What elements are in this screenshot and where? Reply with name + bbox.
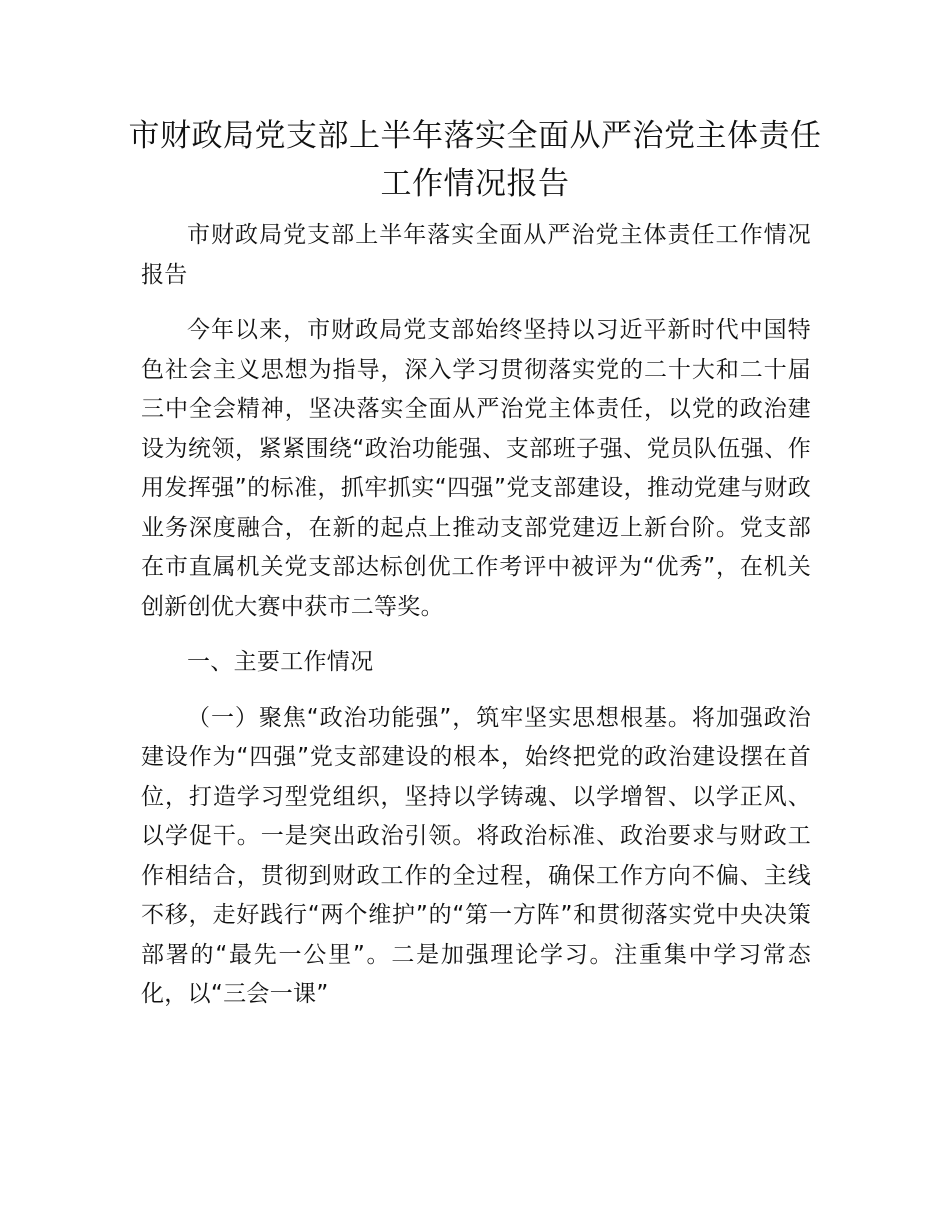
section-paragraph: （一）聚焦“政治功能强”，筑牢坚实思想根基。将加强政治建设作为“四强”党支部建设的根本，始终把党的政治建设摆在首位，打造学习型党组织，坚持以学铸魂、以学增智、以学正风、以学促干。一是突出政治引领。将政治标准、政治要求与财政工作相结合，贯彻到财政工作的全过程，确保工作方向不偏、主线不移，走好践行“两个维护”的“第一方阵”和贯彻落实党中央决策部署的“最先一公里”。二是加强理论学习。注重集中学习常态化，以“三会一课”	[141, 704, 811, 1007]
section-heading: 一、主要工作情况	[187, 649, 374, 675]
intro-paragraph: 今年以来，市财政局党支部始终坚持以习近平新时代中国特色社会主义思想为指导，深入学习贯彻落实党的二十大和二十届三中全会精神，坚决落实全面从严治党主体责任，以党的政治建设为统领，紧紧围绕“政治功能强、支部班子强、党员队伍强、作用发挥强”的标准，抓牢抓实“四强”党支部建设，推动党建与财政业务深度融合，在新的起点上推动支部党建迈上新台阶。党支部在市直属机关党支部达标创优工作考评中被评为“优秀”，在机关创新创优大赛中获市二等奖。	[141, 317, 811, 620]
document-body	[141, 216, 811, 1031]
subtitle-paragraph: 市财政局党支部上半年落实全面从严治党主体责任工作情况报告	[141, 222, 811, 288]
document-title: 市财政局党支部上半年落实全面从严治党主体责任工作情况报告	[128, 118, 822, 202]
